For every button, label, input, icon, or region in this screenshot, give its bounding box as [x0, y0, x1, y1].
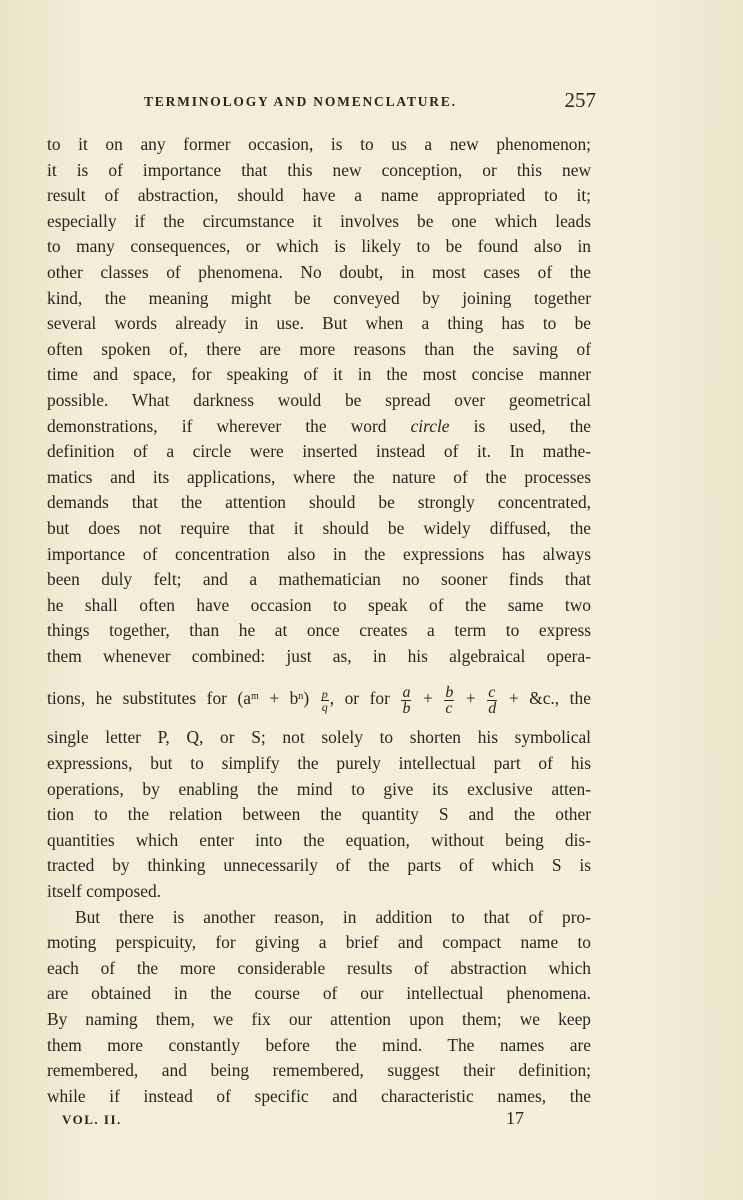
text-line: several words already in use. But when a thing has to be — [47, 313, 591, 334]
text-line: operations, by enabling the mind to give its exclusive atten- — [47, 778, 591, 799]
volume-signature: VOL. II. — [62, 1112, 122, 1127]
text-line: he shall often have occasion to speak of the same two — [47, 594, 591, 615]
page-number: 257 — [564, 88, 596, 112]
text-line: result of abstraction, should have a name appropriated to it; — [47, 185, 591, 206]
text-line: been duly felt; and a mathematician no sooner finds that — [47, 569, 591, 590]
text-line: demonstrations, if wherever the word circle is used, the — [47, 415, 591, 436]
text-line: itself composed. — [47, 881, 161, 902]
text-line: definition of a circle were inserted instead of it. In mathe- — [47, 441, 591, 462]
running-head: TERMINOLOGY AND NOMENCLATURE. — [144, 94, 457, 109]
text-line: demands that the attention should be strongly concentrated, — [47, 492, 591, 513]
text-line: tracted by thinking unnecessarily of the parts of which S is — [47, 855, 591, 876]
formula-tail: + &c., the — [508, 688, 591, 709]
text-line: to many consequences, or which is likely to be found also in — [47, 236, 591, 257]
text-line: importance of concentration also in the expressions has always — [47, 543, 591, 564]
text-line: but does not require that it should be widely diffused, the — [47, 517, 591, 538]
fraction-b-c: $\frac{b}{c}$ — [445, 683, 454, 717]
text-line: things together, than he at once creates a term to express — [47, 620, 591, 641]
page-footer — [62, 1108, 524, 1132]
text-line: matics and its applications, where the nature of the processes — [47, 466, 591, 487]
text-line: them whenever combined: just as, in his algebraical opera- — [47, 645, 591, 666]
text-line: especially if the circumstance it involves be one which leads — [47, 210, 591, 231]
text-line: each of the more considerable results of abstraction which — [47, 957, 591, 978]
formula-lead: tions, he substitutes for — [47, 688, 227, 709]
text-line: quantities which enter into the equation, without being dis- — [47, 829, 591, 850]
text-line: to it on any former occasion, is to us a new phenomenon; — [47, 134, 591, 154]
paragraph-start: But there is another reason, in addition to that of pro- — [75, 906, 591, 927]
fraction-c-d: $\frac{c}{d}$ — [488, 683, 497, 717]
text-line: them more constantly before the mind. The names are — [47, 1034, 591, 1055]
formula-expression: $(a^m + b^n)$ — [237, 688, 310, 709]
text-line: moting perspicuity, for giving a brief and compact name to — [47, 932, 591, 953]
text-line: single letter P, Q, or S; not solely to shorten his symbolical — [47, 727, 591, 748]
signature-folio: 17 — [506, 1108, 524, 1128]
text-line: remembered, and being remembered, suggest their definition; — [47, 1060, 591, 1081]
fraction-p-q: $\frac{p}{q}$ — [321, 686, 328, 714]
text-line: expressions, but to simplify the purely intellectual part of his — [47, 753, 591, 774]
formula-mid: , or for — [329, 688, 390, 709]
fraction-a-b: $\frac{a}{b}$ — [402, 683, 411, 717]
text-line: while if instead of specific and characteristic names, the — [47, 1085, 591, 1106]
page-header — [140, 88, 596, 116]
text-line: often spoken of, there are more reasons than the saving of — [47, 338, 591, 359]
body-text — [47, 132, 591, 1109]
formula-line: tions, he substitutes for $(a^m + b^n)$ $\frac{p}{q}$ , or for $\frac{a}{b}$ + $\frac{b}{c}$ + $\frac{c}{d}$ + &c., the — [47, 683, 591, 717]
text-line: tion to the relation between the quantity S and the other — [47, 804, 591, 825]
text-line: time and space, for speaking of it in the most concise manner — [47, 364, 591, 385]
text-line: kind, the meaning might be conveyed by joining together — [47, 287, 591, 308]
text-line: it is of importance that this new conception, or this new — [47, 159, 591, 180]
text-line: other classes of phenomena. No doubt, in most cases of the — [47, 261, 591, 282]
text-line: By naming them, we fix our attention upon them; we keep — [47, 1009, 591, 1029]
text-line: possible. What darkness would be spread over geometrical — [47, 389, 591, 410]
text-line: are obtained in the course of our intellectual phenomena. — [47, 983, 591, 1004]
